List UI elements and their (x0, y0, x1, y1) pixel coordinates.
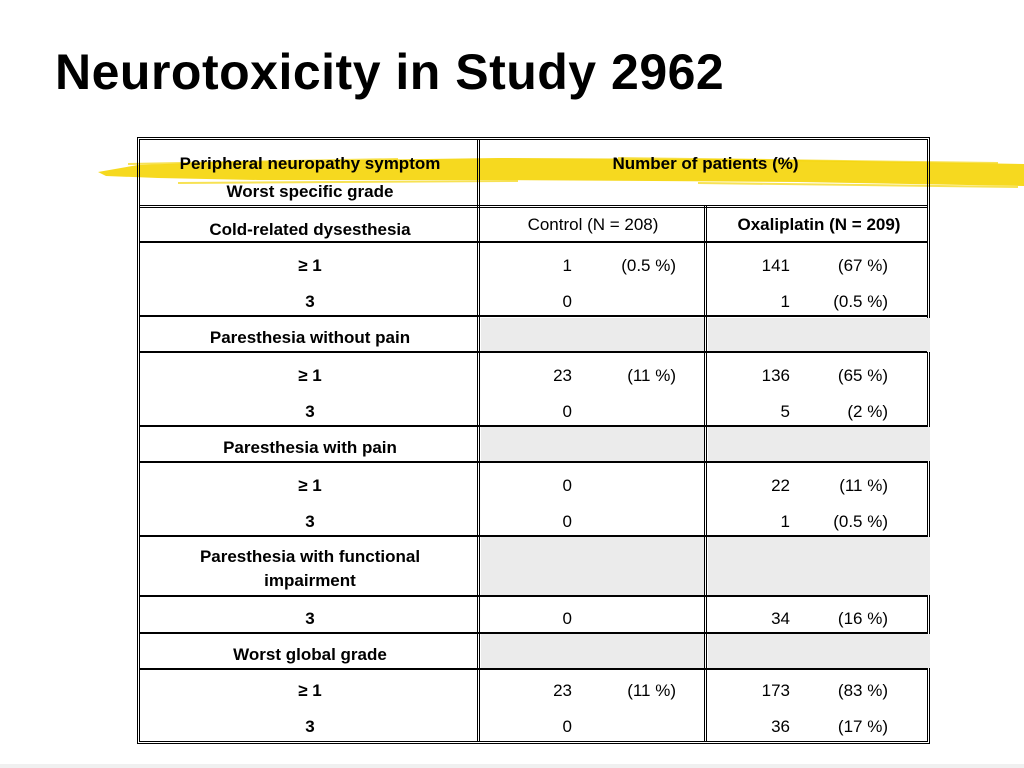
shade-cell (708, 634, 930, 668)
section-label: Paresthesia with functional (199, 547, 421, 566)
grade-label: 3 (305, 292, 315, 311)
row-divider (140, 351, 927, 353)
control-count: 0 (562, 292, 572, 311)
row-divider (140, 632, 927, 634)
oxaliplatin-percent: (2 %) (847, 402, 888, 421)
section-label: Paresthesia without pain (209, 328, 411, 347)
header-grade: Worst specific grade (226, 182, 394, 201)
grade-label: 3 (305, 609, 315, 628)
grade-label: ≥ 1 (298, 366, 322, 385)
control-percent: (0.5 %) (621, 256, 676, 275)
shade-cell (481, 427, 705, 461)
row-divider (140, 205, 927, 208)
control-count: 0 (562, 609, 572, 628)
oxaliplatin-count: 34 (771, 609, 790, 628)
oxaliplatin-percent: (0.5 %) (833, 512, 888, 531)
control-count: 23 (553, 681, 572, 700)
control-count: 0 (562, 512, 572, 531)
header-control: Control (N = 208) (527, 215, 659, 234)
grade-label: 3 (305, 402, 315, 421)
oxaliplatin-count: 141 (761, 256, 790, 275)
control-count: 0 (562, 402, 572, 421)
control-count: 0 (562, 717, 572, 736)
header-symptom: Peripheral neuropathy symptom (179, 154, 441, 173)
control-count: 0 (562, 476, 572, 495)
row-divider (140, 595, 927, 597)
section-label: Paresthesia with pain (223, 438, 397, 457)
column-divider (704, 206, 707, 741)
shade-cell (481, 634, 705, 668)
row-divider (140, 461, 927, 463)
grade-label: 3 (305, 512, 315, 531)
oxaliplatin-count: 36 (771, 717, 790, 736)
oxaliplatin-count: 1 (780, 512, 790, 531)
oxaliplatin-count: 1 (780, 292, 790, 311)
row-divider (140, 668, 927, 670)
header-oxaliplatin: Oxaliplatin (N = 209) (737, 215, 901, 234)
grade-label: ≥ 1 (298, 476, 322, 495)
page-title: Neurotoxicity in Study 2962 (55, 44, 725, 100)
grade-label: ≥ 1 (298, 681, 322, 700)
row-divider (140, 425, 927, 427)
row-divider (140, 315, 927, 317)
oxaliplatin-percent: (17 %) (837, 717, 888, 736)
oxaliplatin-percent: (0.5 %) (833, 292, 888, 311)
oxaliplatin-count: 22 (771, 476, 790, 495)
shade-cell (708, 427, 930, 461)
oxaliplatin-count: 5 (780, 402, 790, 421)
header-number-of-patients: Number of patients (%) (612, 154, 799, 173)
grade-label: ≥ 1 (298, 256, 322, 275)
grade-label: 3 (305, 717, 315, 736)
shade-cell (481, 318, 705, 352)
oxaliplatin-percent: (67 %) (837, 256, 888, 275)
neurotoxicity-table (137, 137, 930, 744)
row-divider (140, 535, 927, 537)
shade-cell (708, 318, 930, 352)
oxaliplatin-percent: (11 %) (839, 476, 888, 495)
footer-strip (0, 764, 1024, 768)
section-label-continued: impairment (264, 571, 356, 590)
oxaliplatin-percent: (65 %) (837, 366, 888, 385)
control-percent: (11 %) (627, 366, 676, 385)
control-count: 23 (553, 366, 572, 385)
section-label: Worst global grade (233, 645, 387, 664)
shade-cell (481, 537, 705, 595)
control-count: 1 (562, 256, 572, 275)
oxaliplatin-count: 173 (761, 681, 790, 700)
oxaliplatin-percent: (83 %) (837, 681, 888, 700)
oxaliplatin-count: 136 (761, 366, 790, 385)
section-label: Cold-related dysesthesia (209, 220, 411, 239)
oxaliplatin-percent: (16 %) (837, 609, 888, 628)
control-percent: (11 %) (627, 681, 676, 700)
shade-cell (708, 537, 930, 595)
